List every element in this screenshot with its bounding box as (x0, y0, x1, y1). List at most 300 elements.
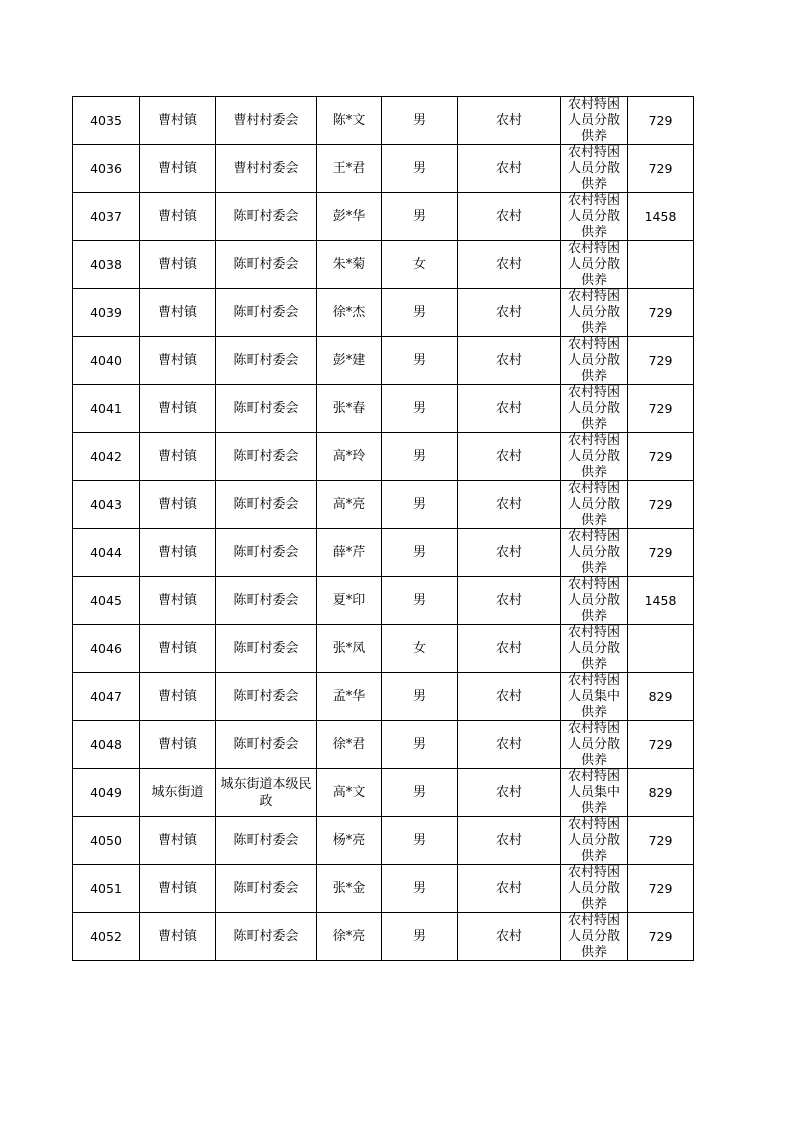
cell-id (73, 193, 140, 241)
cell-name (317, 97, 382, 145)
cell-id (73, 97, 140, 145)
cell-committee (216, 577, 317, 625)
cell-name-text: 高*玲 (332, 448, 366, 464)
cell-amount-text: 729 (648, 832, 673, 848)
cell-area-text: 农村 (495, 160, 522, 176)
cell-category (561, 241, 628, 289)
cell-committee (216, 721, 317, 769)
cell-amount-text: 729 (648, 304, 673, 320)
cell-amount (628, 193, 694, 241)
cell-name-text: 张*凤 (332, 640, 366, 656)
cell-category-text: 农村特困人员分散供养 (567, 529, 620, 576)
cell-committee (216, 385, 317, 433)
cell-category-text: 农村特困人员分散供养 (567, 721, 620, 768)
cell-id-text: 4038 (90, 256, 122, 272)
cell-category (561, 385, 628, 433)
cell-id-text: 4039 (90, 304, 122, 320)
cell-id (73, 625, 140, 673)
cell-area (458, 193, 561, 241)
cell-area-text: 农村 (495, 688, 522, 704)
cell-gender-text: 男 (412, 544, 426, 560)
cell-category-text: 农村特困人员分散供养 (567, 913, 620, 960)
table-row (73, 625, 694, 673)
table-row (73, 289, 694, 337)
cell-category (561, 865, 628, 913)
cell-id (73, 145, 140, 193)
cell-town-text: 曹村镇 (157, 736, 197, 752)
cell-category (561, 193, 628, 241)
cell-committee (216, 625, 317, 673)
cell-name (317, 577, 382, 625)
cell-committee (216, 145, 317, 193)
cell-name (317, 481, 382, 529)
cell-name-text: 夏*印 (332, 592, 366, 608)
cell-gender-text: 男 (412, 160, 426, 176)
cell-amount (628, 97, 694, 145)
cell-committee (216, 193, 317, 241)
cell-amount (628, 673, 694, 721)
cell-category (561, 577, 628, 625)
cell-committee (216, 769, 317, 817)
cell-area-text: 农村 (495, 544, 522, 560)
cell-name-text: 张*金 (332, 880, 366, 896)
cell-committee-text: 陈町村委会 (233, 304, 299, 320)
cell-gender-text: 男 (412, 592, 426, 608)
cell-name (317, 337, 382, 385)
cell-committee-text: 陈町村委会 (233, 544, 299, 560)
cell-area (458, 481, 561, 529)
cell-gender (382, 193, 458, 241)
cell-category (561, 913, 628, 961)
cell-committee-text: 陈町村委会 (233, 592, 299, 608)
cell-town (140, 337, 216, 385)
cell-id (73, 721, 140, 769)
cell-town (140, 865, 216, 913)
cell-committee (216, 817, 317, 865)
cell-id (73, 385, 140, 433)
cell-amount (628, 337, 694, 385)
cell-town-text: 曹村镇 (157, 304, 197, 320)
cell-name (317, 673, 382, 721)
cell-name-text: 陈*文 (332, 112, 366, 128)
cell-area (458, 289, 561, 337)
cell-town-text: 曹村镇 (157, 592, 197, 608)
cell-area-text: 农村 (495, 304, 522, 320)
cell-amount-text: 829 (648, 688, 673, 704)
cell-area-text: 农村 (495, 112, 522, 128)
cell-id-text: 4050 (90, 832, 122, 848)
cell-gender (382, 337, 458, 385)
cell-amount-text: 729 (648, 880, 673, 896)
cell-committee-text: 曹村村委会 (233, 160, 299, 176)
cell-gender-text: 女 (412, 256, 426, 272)
cell-town (140, 481, 216, 529)
cell-amount (628, 241, 694, 289)
cell-category-text: 农村特困人员分散供养 (567, 289, 620, 336)
cell-committee (216, 433, 317, 481)
cell-id (73, 577, 140, 625)
cell-committee-text: 陈町村委会 (233, 208, 299, 224)
cell-amount (628, 721, 694, 769)
table-row (73, 145, 694, 193)
cell-area-text: 农村 (495, 736, 522, 752)
cell-town (140, 433, 216, 481)
cell-area (458, 721, 561, 769)
cell-committee (216, 481, 317, 529)
cell-town-text: 曹村镇 (157, 112, 197, 128)
cell-name (317, 289, 382, 337)
cell-name-text: 高*亮 (332, 496, 366, 512)
cell-town-text: 曹村镇 (157, 160, 197, 176)
cell-category-text: 农村特困人员分散供养 (567, 865, 620, 912)
cell-town (140, 241, 216, 289)
cell-gender (382, 433, 458, 481)
cell-name-text: 王*君 (332, 160, 366, 176)
cell-name (317, 529, 382, 577)
cell-area (458, 673, 561, 721)
cell-amount (628, 433, 694, 481)
cell-name (317, 433, 382, 481)
cell-gender (382, 97, 458, 145)
cell-id-text: 4035 (90, 112, 122, 128)
cell-gender (382, 817, 458, 865)
cell-id-text: 4052 (90, 928, 122, 944)
cell-gender (382, 721, 458, 769)
cell-committee-text: 陈町村委会 (233, 880, 299, 896)
cell-name-text: 杨*亮 (332, 832, 366, 848)
cell-name-text: 徐*杰 (332, 304, 366, 320)
cell-category-text: 农村特困人员分散供养 (567, 481, 620, 528)
cell-amount (628, 913, 694, 961)
cell-town-text: 曹村镇 (157, 496, 197, 512)
cell-area (458, 337, 561, 385)
cell-name (317, 193, 382, 241)
cell-amount (628, 769, 694, 817)
cell-amount-text: 1458 (644, 592, 677, 608)
cell-committee (216, 289, 317, 337)
cell-id-text: 4049 (90, 784, 122, 800)
cell-committee-text: 陈町村委会 (233, 400, 299, 416)
cell-area (458, 769, 561, 817)
cell-area (458, 385, 561, 433)
cell-amount (628, 817, 694, 865)
cell-category (561, 337, 628, 385)
cell-area (458, 241, 561, 289)
cell-name-text: 孟*华 (332, 688, 366, 704)
cell-amount-text: 1458 (644, 208, 677, 224)
cell-amount (628, 289, 694, 337)
cell-town (140, 289, 216, 337)
cell-committee (216, 97, 317, 145)
cell-id-text: 4036 (90, 160, 122, 176)
cell-town (140, 673, 216, 721)
cell-committee-text: 陈町村委会 (233, 640, 299, 656)
cell-gender-text: 男 (412, 400, 426, 416)
cell-id (73, 337, 140, 385)
data-table (72, 96, 694, 961)
cell-gender (382, 865, 458, 913)
cell-area (458, 625, 561, 673)
cell-amount-text: 729 (648, 496, 673, 512)
cell-gender-text: 男 (412, 928, 426, 944)
cell-town-text: 曹村镇 (157, 400, 197, 416)
cell-area-text: 农村 (495, 640, 522, 656)
cell-amount-text: 829 (648, 784, 673, 800)
cell-name (317, 865, 382, 913)
table-row (73, 97, 694, 145)
cell-name-text: 薛*芹 (332, 544, 366, 560)
cell-gender (382, 625, 458, 673)
cell-id-text: 4045 (90, 592, 122, 608)
cell-gender-text: 男 (412, 496, 426, 512)
cell-gender-text: 男 (412, 688, 426, 704)
cell-category (561, 769, 628, 817)
cell-area-text: 农村 (495, 880, 522, 896)
cell-category-text: 农村特困人员分散供养 (567, 241, 620, 288)
cell-name-text: 彭*建 (332, 352, 366, 368)
cell-committee-text: 陈町村委会 (233, 496, 299, 512)
cell-committee (216, 529, 317, 577)
cell-gender (382, 577, 458, 625)
cell-category-text: 农村特困人员分散供养 (567, 625, 620, 672)
cell-town (140, 529, 216, 577)
cell-town-text: 曹村镇 (157, 256, 197, 272)
cell-amount (628, 625, 694, 673)
cell-name (317, 625, 382, 673)
cell-name-text: 张*春 (332, 400, 366, 416)
cell-town (140, 721, 216, 769)
cell-category-text: 农村特困人员集中供养 (567, 673, 620, 720)
cell-town-text: 曹村镇 (157, 928, 197, 944)
cell-town-text: 曹村镇 (157, 448, 197, 464)
cell-gender-text: 男 (412, 832, 426, 848)
cell-area-text: 农村 (495, 592, 522, 608)
cell-area-text: 农村 (495, 256, 522, 272)
cell-amount-text: 729 (648, 928, 673, 944)
cell-name-text: 彭*华 (332, 208, 366, 224)
cell-category (561, 673, 628, 721)
cell-town (140, 385, 216, 433)
cell-id-text: 4048 (90, 736, 122, 752)
cell-committee-text: 曹村村委会 (233, 112, 299, 128)
cell-town (140, 145, 216, 193)
cell-category-text: 农村特困人员分散供养 (567, 97, 620, 144)
cell-town (140, 913, 216, 961)
cell-id-text: 4040 (90, 352, 122, 368)
cell-area (458, 529, 561, 577)
cell-gender (382, 481, 458, 529)
cell-category-text: 农村特困人员集中供养 (567, 769, 620, 816)
cell-committee-text: 陈町村委会 (233, 736, 299, 752)
cell-id-text: 4051 (90, 880, 122, 896)
cell-amount (628, 577, 694, 625)
cell-category-text: 农村特困人员分散供养 (567, 337, 620, 384)
table-row (73, 529, 694, 577)
cell-gender (382, 769, 458, 817)
cell-committee (216, 241, 317, 289)
table-row (73, 193, 694, 241)
cell-gender-text: 男 (412, 880, 426, 896)
cell-town-text: 曹村镇 (157, 640, 197, 656)
cell-name-text: 高*文 (332, 784, 366, 800)
cell-gender-text: 男 (412, 784, 426, 800)
cell-name-text: 朱*菊 (332, 256, 366, 272)
cell-amount (628, 481, 694, 529)
cell-id-text: 4047 (90, 688, 122, 704)
cell-id (73, 913, 140, 961)
cell-town (140, 193, 216, 241)
table-row (73, 481, 694, 529)
cell-area-text: 农村 (495, 784, 522, 800)
cell-town (140, 817, 216, 865)
cell-name (317, 241, 382, 289)
cell-amount-text: 729 (648, 448, 673, 464)
cell-id (73, 529, 140, 577)
cell-category (561, 433, 628, 481)
cell-committee (216, 865, 317, 913)
cell-id (73, 481, 140, 529)
cell-amount-text: 729 (648, 352, 673, 368)
cell-gender-text: 女 (412, 640, 426, 656)
cell-committee (216, 913, 317, 961)
cell-name (317, 817, 382, 865)
cell-category (561, 145, 628, 193)
cell-id (73, 769, 140, 817)
table-body (73, 97, 694, 961)
cell-id-text: 4046 (90, 640, 122, 656)
cell-amount-text: 729 (648, 400, 673, 416)
cell-name (317, 145, 382, 193)
cell-category (561, 289, 628, 337)
cell-area-text: 农村 (495, 496, 522, 512)
cell-name (317, 385, 382, 433)
cell-town-text: 曹村镇 (157, 352, 197, 368)
cell-gender-text: 男 (412, 352, 426, 368)
cell-category-text: 农村特困人员分散供养 (567, 577, 620, 624)
table-row (73, 385, 694, 433)
cell-committee (216, 673, 317, 721)
cell-area-text: 农村 (495, 928, 522, 944)
cell-id (73, 865, 140, 913)
cell-area (458, 817, 561, 865)
cell-gender (382, 385, 458, 433)
cell-name (317, 913, 382, 961)
cell-id (73, 817, 140, 865)
cell-gender-text: 男 (412, 112, 426, 128)
cell-amount (628, 865, 694, 913)
cell-category (561, 481, 628, 529)
cell-town (140, 577, 216, 625)
cell-amount-text: 729 (648, 544, 673, 560)
cell-area (458, 97, 561, 145)
cell-category (561, 721, 628, 769)
cell-category (561, 529, 628, 577)
table-row (73, 721, 694, 769)
cell-committee-text: 陈町村委会 (233, 448, 299, 464)
cell-id-text: 4043 (90, 496, 122, 512)
cell-category-text: 农村特困人员分散供养 (567, 817, 620, 864)
table-row (73, 577, 694, 625)
cell-area-text: 农村 (495, 832, 522, 848)
cell-category (561, 97, 628, 145)
cell-area-text: 农村 (495, 400, 522, 416)
cell-committee-text: 陈町村委会 (233, 352, 299, 368)
cell-id-text: 4042 (90, 448, 122, 464)
cell-amount (628, 385, 694, 433)
cell-town (140, 625, 216, 673)
table-row (73, 673, 694, 721)
cell-committee-text: 城东街道本级民政 (220, 776, 312, 809)
cell-town (140, 769, 216, 817)
table-row (73, 241, 694, 289)
table-row (73, 433, 694, 481)
cell-category (561, 625, 628, 673)
cell-name (317, 721, 382, 769)
cell-amount-text: 729 (648, 736, 673, 752)
cell-area (458, 433, 561, 481)
cell-area-text: 农村 (495, 448, 522, 464)
cell-id-text: 4041 (90, 400, 122, 416)
table-row (73, 817, 694, 865)
cell-area-text: 农村 (495, 208, 522, 224)
cell-gender-text: 男 (412, 208, 426, 224)
cell-area-text: 农村 (495, 352, 522, 368)
table-row (73, 769, 694, 817)
cell-gender-text: 男 (412, 304, 426, 320)
cell-name (317, 769, 382, 817)
cell-gender (382, 241, 458, 289)
cell-amount (628, 145, 694, 193)
cell-id-text: 4044 (90, 544, 122, 560)
cell-town-text: 曹村镇 (157, 208, 197, 224)
cell-committee (216, 337, 317, 385)
cell-category-text: 农村特困人员分散供养 (567, 193, 620, 240)
cell-committee-text: 陈町村委会 (233, 688, 299, 704)
table-row (73, 913, 694, 961)
cell-category (561, 817, 628, 865)
cell-town (140, 97, 216, 145)
cell-town-text: 曹村镇 (157, 832, 197, 848)
cell-amount-text: 729 (648, 112, 673, 128)
cell-town-text: 城东街道 (151, 784, 204, 800)
table-row (73, 337, 694, 385)
cell-category-text: 农村特困人员分散供养 (567, 385, 620, 432)
cell-id-text: 4037 (90, 208, 122, 224)
cell-amount-text: 729 (648, 160, 673, 176)
table-row (73, 865, 694, 913)
cell-town-text: 曹村镇 (157, 880, 197, 896)
cell-gender (382, 673, 458, 721)
cell-gender (382, 145, 458, 193)
cell-area (458, 865, 561, 913)
cell-id (73, 433, 140, 481)
cell-town-text: 曹村镇 (157, 688, 197, 704)
cell-committee-text: 陈町村委会 (233, 928, 299, 944)
cell-area (458, 913, 561, 961)
cell-amount (628, 529, 694, 577)
cell-name-text: 徐*君 (332, 736, 366, 752)
cell-gender (382, 289, 458, 337)
cell-gender (382, 913, 458, 961)
cell-gender-text: 男 (412, 448, 426, 464)
cell-town-text: 曹村镇 (157, 544, 197, 560)
cell-id (73, 241, 140, 289)
cell-id (73, 673, 140, 721)
cell-gender (382, 529, 458, 577)
cell-id (73, 289, 140, 337)
cell-area (458, 577, 561, 625)
cell-committee-text: 陈町村委会 (233, 256, 299, 272)
